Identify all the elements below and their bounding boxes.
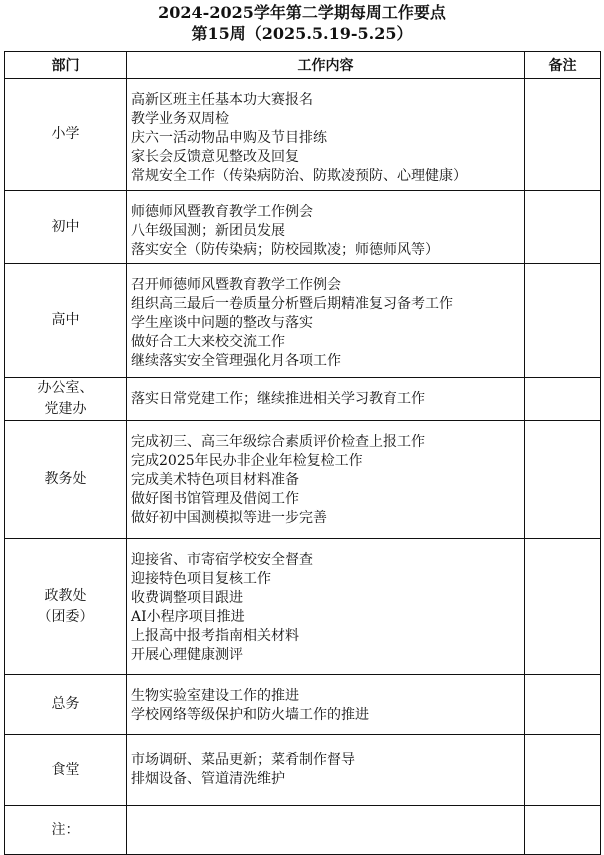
- work-content-cell: [127, 421, 525, 539]
- table-row: [5, 264, 601, 378]
- table-row: [5, 735, 601, 806]
- department-name: 小学: [51, 126, 80, 142]
- department-cell: [5, 735, 127, 806]
- note-cell: [525, 378, 601, 421]
- work-item: 家长会反馈意见整改及回复: [131, 149, 299, 165]
- department-cell: [5, 675, 127, 735]
- department-name: 初中: [51, 218, 80, 235]
- work-item: 做好初中国测模拟等进一步完善: [131, 510, 327, 526]
- work-content-cell: [127, 264, 525, 378]
- note-cell: [525, 539, 601, 675]
- work-content-cell: [127, 79, 525, 191]
- table-row: [5, 421, 601, 539]
- department-cell: [5, 421, 127, 539]
- work-item: 教学业务双周检: [131, 111, 229, 127]
- work-item: 召开师德师风暨教育教学工作例会: [131, 277, 341, 293]
- department-name: 食堂: [51, 761, 80, 778]
- note-cell: [525, 675, 601, 735]
- work-item: 完成美术特色项目材料准备: [131, 472, 299, 488]
- table-row: [5, 675, 601, 735]
- work-item: 完成初三、高三年级综合素质评价检查上报工作: [131, 434, 425, 450]
- work-item: 高新区班主任基本功大赛报名: [131, 92, 313, 108]
- work-item: 完成2025年民办非企业年检复检工作: [131, 453, 363, 469]
- work-content-cell: [127, 191, 525, 264]
- department-name: 注：: [51, 821, 80, 838]
- table-row: [5, 79, 601, 191]
- work-item: 开展心理健康测评: [131, 647, 243, 663]
- work-item: 学校网络等级保护和防火墙工作的推进: [131, 707, 369, 723]
- column-header-work: 工作内容: [127, 52, 525, 79]
- note-cell: [525, 421, 601, 539]
- work-item: 常规安全工作（传染病防治、防欺凌预防、心理健康）: [131, 168, 467, 184]
- department-name: 总务: [51, 696, 80, 712]
- department-cell: [5, 806, 127, 855]
- work-item: 继续落实安全管理强化月各项工作: [131, 353, 341, 369]
- work-content-cell: [127, 378, 525, 421]
- note-cell: [525, 264, 601, 378]
- note-cell: [525, 79, 601, 191]
- work-item: 生物实验室建设工作的推进: [131, 688, 299, 704]
- work-content-cell: [127, 806, 525, 855]
- table-row: [5, 539, 601, 675]
- department-name: 高中: [51, 312, 80, 328]
- column-header-dept: 部门: [5, 52, 127, 79]
- work-item: 八年级国测；新团员发展: [131, 223, 285, 239]
- work-item: 学生座谈中问题的整改与落实: [131, 315, 313, 331]
- work-content-cell: [127, 735, 525, 806]
- department-cell: [5, 378, 127, 421]
- note-cell: [525, 806, 601, 855]
- work-item: 做好图书馆管理及借阅工作: [131, 491, 299, 507]
- work-item: 组织高三最后一卷质量分析暨后期精准复习备考工作: [131, 296, 453, 312]
- department-cell: [5, 79, 127, 191]
- work-item: 落实日常党建工作；继续推进相关学习教育工作: [131, 390, 425, 407]
- note-cell: [525, 191, 601, 264]
- work-item: AI小程序项目推进: [131, 609, 245, 625]
- column-header-note: 备注: [525, 52, 601, 79]
- table-row: [5, 378, 601, 421]
- department-name: 办公室、: [37, 380, 94, 396]
- work-item: 师德师风暨教育教学工作例会: [131, 204, 313, 220]
- department-cell: [5, 264, 127, 378]
- work-content-cell: [127, 539, 525, 675]
- work-item: 排烟设备、管道清洗维护: [131, 771, 285, 787]
- work-item: 迎接特色项目复核工作: [131, 571, 271, 587]
- department-name: 党建办: [44, 401, 87, 417]
- work-item: 收费调整项目跟进: [131, 590, 243, 606]
- document-title: 2024-2025学年第二学期每周工作要点: [158, 3, 446, 22]
- document-subtitle: 第15周（2025.5.19-5.25）: [191, 24, 413, 43]
- work-content-cell: [127, 675, 525, 735]
- work-item: 做好合工大来校交流工作: [131, 334, 285, 350]
- note-cell: [525, 735, 601, 806]
- work-item: 落实安全（防传染病；防校园欺凌；师德师风等）: [131, 242, 439, 258]
- department-cell: [5, 539, 127, 675]
- work-item: 市场调研、菜品更新；菜肴制作督导: [131, 752, 355, 768]
- table-row: [5, 191, 601, 264]
- work-item: 迎接省、市寄宿学校安全督查: [131, 552, 313, 568]
- weekly-work-table: [4, 51, 601, 855]
- work-item: 上报高中报考指南相关材料: [131, 628, 299, 644]
- table-header-row: [5, 52, 601, 79]
- table-row: [5, 806, 601, 855]
- department-name: （团委）: [37, 608, 94, 625]
- department-name: 政教处: [44, 587, 87, 604]
- department-name: 教务处: [44, 471, 87, 487]
- work-item: 庆六一活动物品申购及节目排练: [131, 130, 327, 146]
- department-cell: [5, 191, 127, 264]
